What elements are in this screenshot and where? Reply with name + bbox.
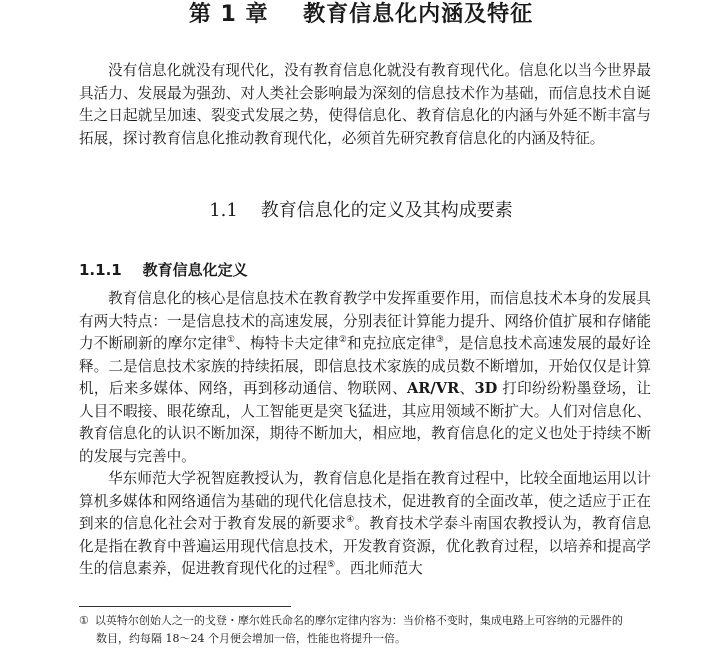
footnote-text-line2: 数目，约每隔 18～24 个月便会增加一倍，性能也将提升一倍。 bbox=[96, 632, 406, 645]
footnote-mark: ① bbox=[79, 614, 89, 627]
footnote-ref-4[interactable]: ④ bbox=[346, 515, 355, 525]
subsection-title: 1.1.1 教育信息化定义 bbox=[79, 261, 248, 279]
definition-paragraph-2 bbox=[79, 468, 651, 581]
paragraph-text-bold: AR/VR bbox=[406, 380, 460, 397]
footnote-ref-2[interactable]: ② bbox=[338, 335, 348, 345]
paragraph-text: ，是信息技术高速发展的最好诠释。二是信息技术家族的持续拓展，即信息技术家族的成员数不断增加，开始仅仅是计算机，后来多媒体、网络，再到移动通信、物联网、 bbox=[79, 335, 651, 397]
footnote-ref-5[interactable]: ⑤ bbox=[327, 560, 336, 570]
footnote-ref-1[interactable]: ① bbox=[226, 335, 236, 345]
paragraph-text: 。教育技术学泰斗南国农教授认为，教育信息化是指在教育中普遍运用现代信息技术，开发教育资源，优化教育过程，以培养和提高学生的信息素养，促进教育现代化的过程 bbox=[79, 515, 651, 577]
chapter-title: 第 1 章 教育信息化内涵及特征 bbox=[188, 2, 534, 27]
paragraph-text: 华东师范大学祝智庭教授认为，教育信息化是指在教育过程中，比较全面地运用以计算机多媒体和网络通信为基础的现代化信息技术，促进教育的全面改革，使之适应于正在到来的信息化社会对于教育发展的新要求 bbox=[79, 470, 651, 532]
footnote-ref-3[interactable]: ③ bbox=[435, 335, 445, 345]
footnote-divider bbox=[79, 606, 291, 607]
intro-paragraph: 没有信息化就没有现代化，没有教育信息化就没有教育现代化。信息化以当今世界最具活力、发展最为强劲、对人类社会影响最为深刻的信息技术作为基础，而信息技术自诞生之日起就呈加速、裂变式发展之势，使得信息化、教育信息化的内涵与外延不断丰富与拓展，探讨教育信息化推动教育现代化，必须首先研究教育信息化的内涵及特征。 bbox=[79, 62, 651, 147]
paragraph-text: 教育信息化的核心是信息技术在教育教学中发挥重要作用，而信息技术本身的发展具有两大特点：一是信息技术的高速发展，分别表征计算能力提升、网络价值扩展和存储能力不断刷新的摩尔定律 bbox=[79, 290, 651, 352]
footnote-text-line1: 以英特尔创始人之一的戈登・摩尔姓氏命名的摩尔定律内容为：当价格不变时，集成电路上可容纳的元器件的 bbox=[94, 614, 623, 627]
definition-paragraph-1 bbox=[79, 288, 651, 468]
paragraph-text: 和克拉底定律 bbox=[347, 335, 436, 352]
paragraph-text: 、梅特卡夫定律 bbox=[235, 335, 339, 352]
footnote bbox=[79, 612, 651, 648]
section-title: 1.1 教育信息化的定义及其构成要素 bbox=[209, 200, 513, 221]
paragraph-text-bold: 3D bbox=[474, 380, 498, 397]
paragraph-text: 打印纷纷粉墨登场，让人目不暇接、眼花缭乱，人工智能更是突飞猛进，其应用领域不断扩大。人们对信息化、教育信息化的认识不断加深，期待不断加大，相应地，教育信息化的定义也处于持续不断的发展与完善中。 bbox=[79, 380, 651, 465]
paragraph-text: 、 bbox=[459, 380, 475, 397]
paragraph-text: 。西北师范大 bbox=[335, 560, 423, 577]
